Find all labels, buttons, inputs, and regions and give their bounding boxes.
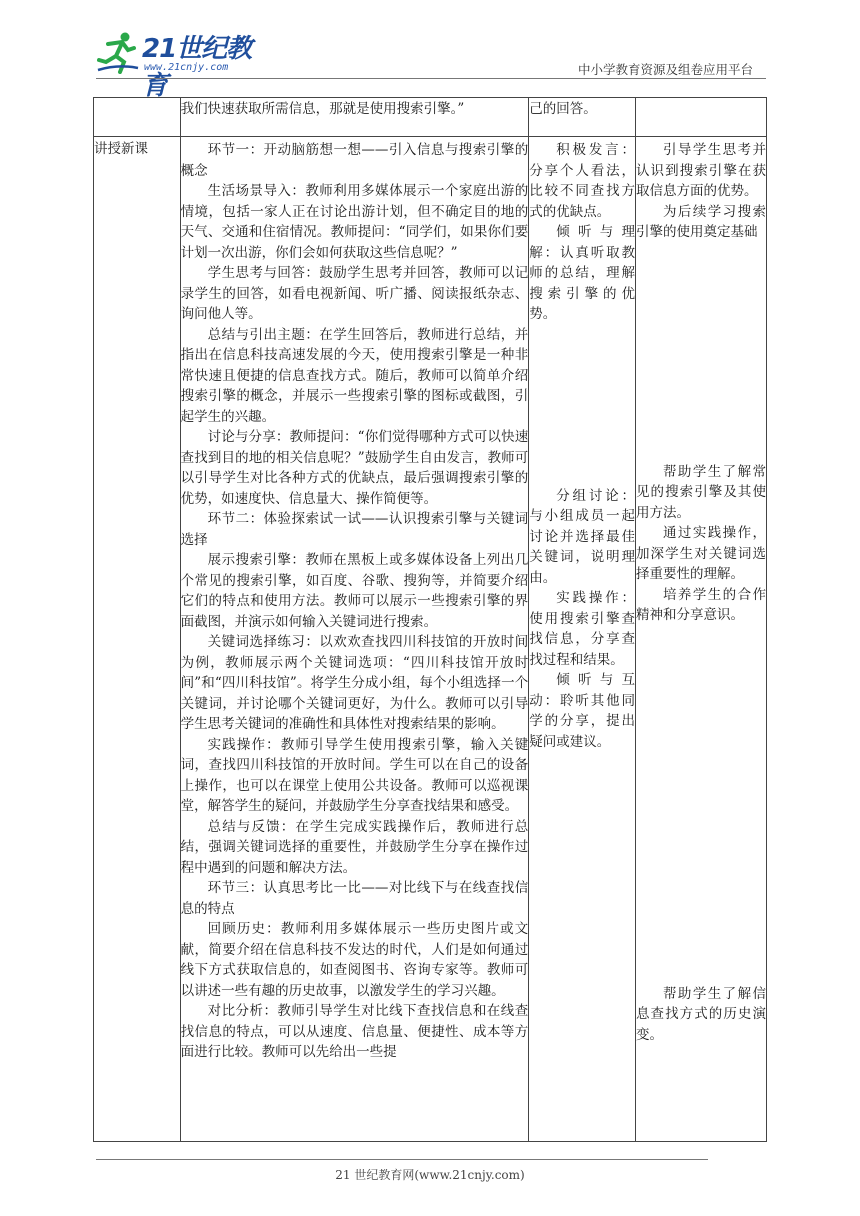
content-paragraph: 对比分析：教师引导学生对比线下查找信息和在线查找信息的特点，可以从速度、信息量、便捷性、成本等方面进行比较。教师可以先给出一些提 — [180, 1003, 529, 1060]
design-intent-cell — [636, 137, 767, 1142]
table-row — [94, 98, 767, 137]
content-paragraph: 学生思考与回答：鼓励学生思考并回答，教师可以记录学生的回答，如看电视新闻、听广播、阅读报纸杂志、询问他人等。 — [180, 265, 529, 322]
table-row — [94, 137, 767, 1142]
student-paragraph: 实践操作：使用搜索引擎查找信息，分享查找过程和结果。 — [529, 590, 635, 668]
intent-paragraph: 为后续学习搜索引擎的使用奠定基础 — [636, 203, 766, 240]
brand-url: www.21cnjy.com — [144, 62, 229, 73]
brand-name: 21世纪教育 — [142, 34, 252, 101]
student-activity-cell — [529, 137, 636, 1142]
site-logo[interactable] — [96, 26, 266, 101]
runner-logo-icon — [96, 30, 140, 74]
content-paragraph: 生活场景导入：教师利用多媒体展示一个家庭出游的情境，包括一家人正在讨论出游计划，但不确定目的地的天气、交通和住宿情况。教师提问：“同学们，如果你们要计划一次出游，你们会如何获取这些信息呢？” — [180, 183, 529, 261]
content-paragraph: 总结与引出主题：在学生回答后，教师进行总结，并指出在信息科技高速发展的今天，使用搜索引擎是一种非常快速且便捷的信息查找方式。随后，教师可以简单介绍搜索引擎的概念，并展示一些搜索引擎的图标或截图，引起学生的兴趣。 — [180, 326, 529, 425]
footer-divider — [96, 1159, 708, 1160]
section-label: 讲授新课 — [94, 141, 148, 157]
student-paragraph: 己的回答。 — [529, 101, 597, 117]
platform-title: 中小学教育资源及组卷应用平台 — [577, 62, 753, 77]
intent-paragraph: 引导学生思考并认识到搜索引擎在获取信息方面的优势。 — [636, 142, 766, 199]
header-divider — [96, 78, 766, 79]
section-heading: 环节二：体验探索试一试——认识搜索引擎与关键词选择 — [180, 511, 529, 548]
section-heading: 环节一：开动脑筋想一想——引入信息与搜索引擎的概念 — [180, 142, 529, 179]
content-paragraph: 我们快速获取所需信息，那就是使用搜索引擎。” — [180, 101, 465, 117]
content-paragraph: 总结与反馈：在学生完成实践操作后，教师进行总结，强调关键词选择的重要性，并鼓励学生分享在操作过程中遇到的问题和解决方法。 — [180, 818, 529, 876]
page-header — [0, 0, 860, 101]
content-paragraph: 讨论与分享：教师提问：“你们觉得哪种方式可以快速查找到目的地的相关信息呢？”鼓励学生自由发言，教师可以引导学生对比各种方式的优缺点，最后强调搜索引擎的优势，如速度快、信息量大、操作简便等。 — [180, 429, 529, 507]
content-paragraph: 回顾历史：教师利用多媒体展示一些历史图片或文献，简要介绍在信息科技不发达的时代，人们是如何通过线下方式获取信息的，如查阅图书、咨询专家等。教师可以讲述一些有趣的历史故事，以激发学生的学习兴趣。 — [180, 921, 529, 999]
content-paragraph: 关键词选择练习：以欢欢查找四川科技馆的开放时间为例，教师展示两个关键词选项：“四川科技馆开放时间”和“四川科技馆”。将学生分成小组，每个小组选择一个关键词，并讨论哪个关键词更好，为什么。教师可以引导学生思考关键词的准确性和具体性对搜索结果的影响。 — [180, 634, 529, 732]
content-paragraph: 展示搜索引擎：教师在黑板上或多媒体设备上列出几个常见的搜索引擎，如百度、谷歌、搜狗等，并简要介绍它们的特点和使用方法。教师可以展示一些搜索引擎的界面截图，并演示如何输入关键词进行搜索。 — [180, 552, 529, 630]
student-activity-cell — [529, 98, 636, 137]
intent-paragraph: 培养学生的合作精神和分享意识。 — [636, 586, 766, 623]
student-paragraph: 积极发言：分享个人看法，比较不同查找方式的优缺点。 — [529, 142, 635, 220]
intent-paragraph: 帮助学生了解常见的搜索引擎及其使用方法。 — [636, 463, 766, 521]
content-paragraph: 实践操作：教师引导学生使用搜索引擎，输入关键词，查找四川科技馆的开放时间。学生可以在自己的设备上操作，也可以在课堂上使用公共设备。教师可以巡视课堂，解答学生的疑问，并鼓励学生分享查找结果和感受。 — [180, 736, 529, 814]
teacher-activity-cell — [180, 98, 529, 137]
intent-paragraph: 通过实践操作，加深学生对关键词选择重要性的理解。 — [636, 525, 766, 582]
lesson-plan-table — [93, 97, 767, 1142]
footer-link[interactable]: 21 世纪教育网(www.21cnjy.com) — [335, 1168, 525, 1182]
student-paragraph: 倾听与互动：聆听其他同学的分享，提出疑问或建议。 — [529, 672, 635, 750]
section-heading: 环节三：认真思考比一比——对比线下与在线查找信息的特点 — [180, 880, 529, 917]
student-paragraph: 倾听与理解：认真听取教师的总结，理解搜索引擎的优势。 — [529, 224, 635, 322]
intent-paragraph: 帮助学生了解信息查找方式的历史演变。 — [636, 985, 766, 1043]
row-label-cell — [94, 137, 181, 1142]
design-intent-cell — [636, 98, 767, 137]
student-paragraph: 分组讨论：与小组成员一起讨论并选择最佳关键词，说明理由。 — [529, 487, 635, 586]
teacher-activity-cell — [180, 137, 529, 1142]
row-label-cell — [94, 98, 181, 137]
